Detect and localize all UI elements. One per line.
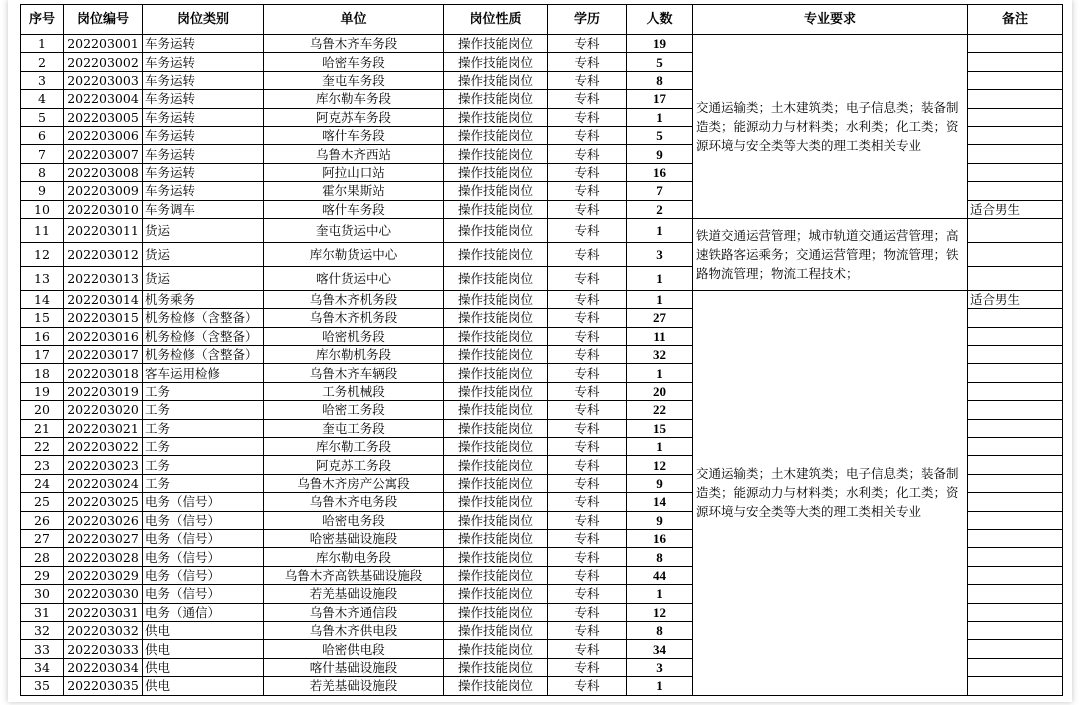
unit-name: 乌鲁木齐机务段: [264, 290, 444, 308]
post-nature: 操作技能岗位: [444, 364, 548, 382]
remark: [968, 603, 1063, 621]
remark: [968, 438, 1063, 456]
remark: [968, 182, 1063, 200]
unit-name: 奎屯车务段: [264, 71, 444, 89]
education: 专科: [548, 493, 627, 511]
row-number: 9: [21, 182, 64, 200]
post-code: 202203032: [64, 621, 143, 639]
post-category: 机务检修（含整备）: [143, 346, 264, 364]
headcount: 3: [627, 242, 693, 266]
remark: [968, 364, 1063, 382]
headcount: 1: [627, 266, 693, 290]
major-requirement: 铁道交通运营管理；城市轨道交通运营管理；高速铁路客运乘务；交通运营管理；物流管理；铁路物流管理；物流工程技术；: [693, 218, 968, 290]
post-category: 车务运转: [143, 126, 264, 144]
row-number: 23: [21, 456, 64, 474]
post-code: 202203008: [64, 163, 143, 181]
post-code: 202203025: [64, 493, 143, 511]
post-code: 202203018: [64, 364, 143, 382]
headcount: 17: [627, 90, 693, 108]
post-nature: 操作技能岗位: [444, 126, 548, 144]
row-number: 4: [21, 90, 64, 108]
row-number: 27: [21, 529, 64, 547]
row-number: 32: [21, 621, 64, 639]
unit-name: 乌鲁木齐供电段: [264, 621, 444, 639]
headcount: 32: [627, 346, 693, 364]
education: 专科: [548, 242, 627, 266]
education: 专科: [548, 90, 627, 108]
remark: [968, 401, 1063, 419]
major-requirement: 交通运输类；土木建筑类；电子信息类；装备制造类；能源动力与材料类；水利类；化工类；资源环境与安全类等大类的理工类相关专业: [693, 35, 968, 219]
major-requirement: 交通运输类；土木建筑类；电子信息类；装备制造类；能源动力与材料类；水利类；化工类；资源环境与安全类等大类的理工类相关专业: [693, 290, 968, 695]
post-category: 机务乘务: [143, 290, 264, 308]
education: 专科: [548, 438, 627, 456]
post-code: 202203020: [64, 401, 143, 419]
post-category: 车务运转: [143, 145, 264, 163]
post-nature: 操作技能岗位: [444, 493, 548, 511]
unit-name: 喀什车务段: [264, 200, 444, 218]
unit-name: 喀什货运中心: [264, 266, 444, 290]
unit-name: 阿克苏车务段: [264, 108, 444, 126]
unit-name: 若羌基础设施段: [264, 585, 444, 603]
row-number: 16: [21, 327, 64, 345]
row-number: 5: [21, 108, 64, 126]
unit-name: 哈密供电段: [264, 640, 444, 658]
remark: [968, 621, 1063, 639]
row-number: 2: [21, 53, 64, 71]
post-nature: 操作技能岗位: [444, 603, 548, 621]
post-nature: 操作技能岗位: [444, 419, 548, 437]
post-nature: 操作技能岗位: [444, 309, 548, 327]
headcount: 1: [627, 108, 693, 126]
education: 专科: [548, 640, 627, 658]
unit-name: 奎屯货运中心: [264, 218, 444, 242]
post-category: 货运: [143, 218, 264, 242]
post-nature: 操作技能岗位: [444, 266, 548, 290]
post-category: 电务（信号）: [143, 529, 264, 547]
unit-name: 乌鲁木齐西站: [264, 145, 444, 163]
post-code: 202203011: [64, 218, 143, 242]
row-number: 26: [21, 511, 64, 529]
remark: [968, 53, 1063, 71]
post-nature: 操作技能岗位: [444, 401, 548, 419]
unit-name: 奎屯工务段: [264, 419, 444, 437]
post-category: 车务运转: [143, 35, 264, 53]
headcount: 8: [627, 621, 693, 639]
post-nature: 操作技能岗位: [444, 90, 548, 108]
headcount: 15: [627, 419, 693, 437]
post-nature: 操作技能岗位: [444, 585, 548, 603]
headcount: 20: [627, 382, 693, 400]
post-category: 电务（信号）: [143, 511, 264, 529]
post-code: 202203005: [64, 108, 143, 126]
headcount: 2: [627, 200, 693, 218]
post-code: 202203013: [64, 266, 143, 290]
education: 专科: [548, 71, 627, 89]
headcount: 9: [627, 145, 693, 163]
post-code: 202203007: [64, 145, 143, 163]
post-code: 202203028: [64, 548, 143, 566]
row-number: 25: [21, 493, 64, 511]
post-nature: 操作技能岗位: [444, 566, 548, 584]
header-row: [21, 5, 1063, 35]
table-row: [21, 35, 1063, 53]
row-number: 11: [21, 218, 64, 242]
education: 专科: [548, 529, 627, 547]
header-code: 岗位编号: [64, 5, 143, 35]
post-code: 202203027: [64, 529, 143, 547]
education: 专科: [548, 419, 627, 437]
education: 专科: [548, 266, 627, 290]
unit-name: 喀什基础设施段: [264, 658, 444, 676]
remark: [968, 126, 1063, 144]
post-nature: 操作技能岗位: [444, 163, 548, 181]
unit-name: 乌鲁木齐高铁基础设施段: [264, 566, 444, 584]
education: 专科: [548, 35, 627, 53]
post-category: 车务调车: [143, 200, 264, 218]
post-code: 202203017: [64, 346, 143, 364]
remark: [968, 35, 1063, 53]
remark: 适合男生: [968, 200, 1063, 218]
post-nature: 操作技能岗位: [444, 548, 548, 566]
remark: [968, 71, 1063, 89]
headcount: 22: [627, 401, 693, 419]
post-nature: 操作技能岗位: [444, 71, 548, 89]
post-nature: 操作技能岗位: [444, 290, 548, 308]
row-number: 18: [21, 364, 64, 382]
post-nature: 操作技能岗位: [444, 327, 548, 345]
unit-name: 霍尔果斯站: [264, 182, 444, 200]
post-category: 工务: [143, 438, 264, 456]
row-number: 31: [21, 603, 64, 621]
post-code: 202203023: [64, 456, 143, 474]
row-number: 30: [21, 585, 64, 603]
remark: [968, 309, 1063, 327]
post-code: 202203031: [64, 603, 143, 621]
post-category: 供电: [143, 640, 264, 658]
unit-name: 库尔勒工务段: [264, 438, 444, 456]
post-category: 客车运用检修: [143, 364, 264, 382]
header-no: 序号: [21, 5, 64, 35]
headcount: 1: [627, 585, 693, 603]
education: 专科: [548, 108, 627, 126]
remark: [968, 163, 1063, 181]
education: 专科: [548, 511, 627, 529]
remark: [968, 90, 1063, 108]
unit-name: 乌鲁木齐车务段: [264, 35, 444, 53]
post-nature: 操作技能岗位: [444, 35, 548, 53]
education: 专科: [548, 456, 627, 474]
education: 专科: [548, 677, 627, 695]
row-number: 15: [21, 309, 64, 327]
post-nature: 操作技能岗位: [444, 640, 548, 658]
headcount: 9: [627, 511, 693, 529]
row-number: 6: [21, 126, 64, 144]
row-number: 10: [21, 200, 64, 218]
post-nature: 操作技能岗位: [444, 242, 548, 266]
education: 专科: [548, 290, 627, 308]
post-nature: 操作技能岗位: [444, 108, 548, 126]
unit-name: 若羌基础设施段: [264, 677, 444, 695]
headcount: 7: [627, 182, 693, 200]
headcount: 1: [627, 677, 693, 695]
post-category: 电务（信号）: [143, 548, 264, 566]
row-number: 1: [21, 35, 64, 53]
unit-name: 乌鲁木齐车辆段: [264, 364, 444, 382]
headcount: 27: [627, 309, 693, 327]
row-number: 13: [21, 266, 64, 290]
headcount: 1: [627, 364, 693, 382]
row-number: 24: [21, 474, 64, 492]
unit-name: 哈密车务段: [264, 53, 444, 71]
post-code: 202203006: [64, 126, 143, 144]
unit-name: 哈密机务段: [264, 327, 444, 345]
education: 专科: [548, 401, 627, 419]
post-category: 工务: [143, 456, 264, 474]
post-code: 202203016: [64, 327, 143, 345]
remark: [968, 456, 1063, 474]
post-category: 车务运转: [143, 182, 264, 200]
row-number: 33: [21, 640, 64, 658]
post-category: 供电: [143, 658, 264, 676]
headcount: 16: [627, 529, 693, 547]
unit-name: 库尔勒机务段: [264, 346, 444, 364]
post-category: 工务: [143, 382, 264, 400]
table-row: [21, 290, 1063, 308]
unit-name: 哈密基础设施段: [264, 529, 444, 547]
headcount: 12: [627, 456, 693, 474]
post-nature: 操作技能岗位: [444, 474, 548, 492]
post-category: 货运: [143, 266, 264, 290]
post-nature: 操作技能岗位: [444, 53, 548, 71]
post-nature: 操作技能岗位: [444, 456, 548, 474]
remark: [968, 640, 1063, 658]
headcount: 9: [627, 474, 693, 492]
post-code: 202203024: [64, 474, 143, 492]
post-code: 202203012: [64, 242, 143, 266]
unit-name: 工务机械段: [264, 382, 444, 400]
remark: [968, 382, 1063, 400]
education: 专科: [548, 658, 627, 676]
row-number: 35: [21, 677, 64, 695]
remark: [968, 566, 1063, 584]
header-unit: 单位: [264, 5, 444, 35]
headcount: 12: [627, 603, 693, 621]
post-code: 202203003: [64, 71, 143, 89]
education: 专科: [548, 53, 627, 71]
row-number: 34: [21, 658, 64, 676]
headcount: 8: [627, 548, 693, 566]
post-nature: 操作技能岗位: [444, 145, 548, 163]
headcount: 34: [627, 640, 693, 658]
headcount: 1: [627, 218, 693, 242]
post-category: 电务（信号）: [143, 493, 264, 511]
education: 专科: [548, 603, 627, 621]
post-nature: 操作技能岗位: [444, 346, 548, 364]
unit-name: 喀什车务段: [264, 126, 444, 144]
row-number: 14: [21, 290, 64, 308]
remark: [968, 242, 1063, 266]
post-category: 供电: [143, 621, 264, 639]
unit-name: 乌鲁木齐电务段: [264, 493, 444, 511]
row-number: 29: [21, 566, 64, 584]
remark: [968, 529, 1063, 547]
education: 专科: [548, 382, 627, 400]
headcount: 1: [627, 290, 693, 308]
education: 专科: [548, 163, 627, 181]
remark: [968, 548, 1063, 566]
header-note: 备注: [968, 5, 1063, 35]
document-frame: [8, 0, 1072, 702]
remark: [968, 585, 1063, 603]
education: 专科: [548, 126, 627, 144]
unit-name: 阿拉山口站: [264, 163, 444, 181]
remark: [968, 108, 1063, 126]
post-nature: 操作技能岗位: [444, 382, 548, 400]
unit-name: 乌鲁木齐通信段: [264, 603, 444, 621]
unit-name: 阿克苏工务段: [264, 456, 444, 474]
post-category: 车务运转: [143, 108, 264, 126]
remark: 适合男生: [968, 290, 1063, 308]
education: 专科: [548, 327, 627, 345]
headcount: 5: [627, 53, 693, 71]
post-code: 202203022: [64, 438, 143, 456]
remark: [968, 511, 1063, 529]
headcount: 11: [627, 327, 693, 345]
remark: [968, 677, 1063, 695]
remark: [968, 419, 1063, 437]
post-category: 车务运转: [143, 53, 264, 71]
post-nature: 操作技能岗位: [444, 658, 548, 676]
row-number: 21: [21, 419, 64, 437]
header-count: 人数: [627, 5, 693, 35]
post-category: 电务（信号）: [143, 585, 264, 603]
post-nature: 操作技能岗位: [444, 621, 548, 639]
row-number: 28: [21, 548, 64, 566]
remark: [968, 327, 1063, 345]
post-category: 工务: [143, 474, 264, 492]
row-number: 8: [21, 163, 64, 181]
post-code: 202203015: [64, 309, 143, 327]
post-nature: 操作技能岗位: [444, 200, 548, 218]
post-category: 车务运转: [143, 163, 264, 181]
row-number: 12: [21, 242, 64, 266]
headcount: 19: [627, 35, 693, 53]
post-code: 202203009: [64, 182, 143, 200]
row-number: 19: [21, 382, 64, 400]
post-code: 202203021: [64, 419, 143, 437]
education: 专科: [548, 200, 627, 218]
unit-name: 乌鲁木齐房产公寓段: [264, 474, 444, 492]
unit-name: 哈密工务段: [264, 401, 444, 419]
education: 专科: [548, 145, 627, 163]
headcount: 44: [627, 566, 693, 584]
row-number: 17: [21, 346, 64, 364]
remark: [968, 658, 1063, 676]
post-code: 202203001: [64, 35, 143, 53]
post-nature: 操作技能岗位: [444, 218, 548, 242]
row-number: 3: [21, 71, 64, 89]
education: 专科: [548, 566, 627, 584]
post-category: 电务（信号）: [143, 566, 264, 584]
education: 专科: [548, 364, 627, 382]
headcount: 8: [627, 71, 693, 89]
post-category: 机务检修（含整备）: [143, 327, 264, 345]
remark: [968, 266, 1063, 290]
table-body: [21, 35, 1063, 696]
table-row: [21, 218, 1063, 242]
post-category: 工务: [143, 401, 264, 419]
post-code: 202203014: [64, 290, 143, 308]
post-code: 202203030: [64, 585, 143, 603]
post-category: 供电: [143, 677, 264, 695]
education: 专科: [548, 182, 627, 200]
post-category: 车务运转: [143, 90, 264, 108]
headcount: 16: [627, 163, 693, 181]
post-nature: 操作技能岗位: [444, 511, 548, 529]
remark: [968, 218, 1063, 242]
row-number: 20: [21, 401, 64, 419]
headcount: 14: [627, 493, 693, 511]
post-code: 202203029: [64, 566, 143, 584]
post-nature: 操作技能岗位: [444, 677, 548, 695]
unit-name: 哈密电务段: [264, 511, 444, 529]
post-code: 202203002: [64, 53, 143, 71]
post-code: 202203026: [64, 511, 143, 529]
post-code: 202203010: [64, 200, 143, 218]
unit-name: 乌鲁木齐机务段: [264, 309, 444, 327]
remark: [968, 493, 1063, 511]
headcount: 3: [627, 658, 693, 676]
post-category: 电务（通信）: [143, 603, 264, 621]
header-requirement: 专业要求: [693, 5, 968, 35]
row-number: 7: [21, 145, 64, 163]
post-code: 202203019: [64, 382, 143, 400]
unit-name: 库尔勒货运中心: [264, 242, 444, 266]
post-code: 202203034: [64, 658, 143, 676]
post-code: 202203033: [64, 640, 143, 658]
unit-name: 库尔勒电务段: [264, 548, 444, 566]
post-category: 机务检修（含整备）: [143, 309, 264, 327]
unit-name: 库尔勒车务段: [264, 90, 444, 108]
header-education: 学历: [548, 5, 627, 35]
post-category: 工务: [143, 419, 264, 437]
education: 专科: [548, 309, 627, 327]
header-category: 岗位类别: [143, 5, 264, 35]
education: 专科: [548, 218, 627, 242]
post-category: 货运: [143, 242, 264, 266]
post-category: 车务运转: [143, 71, 264, 89]
header-nature: 岗位性质: [444, 5, 548, 35]
education: 专科: [548, 474, 627, 492]
row-number: 22: [21, 438, 64, 456]
post-nature: 操作技能岗位: [444, 182, 548, 200]
post-code: 202203035: [64, 677, 143, 695]
remark: [968, 474, 1063, 492]
education: 专科: [548, 621, 627, 639]
post-nature: 操作技能岗位: [444, 438, 548, 456]
education: 专科: [548, 346, 627, 364]
recruitment-table: [20, 4, 1063, 696]
headcount: 5: [627, 126, 693, 144]
remark: [968, 145, 1063, 163]
education: 专科: [548, 585, 627, 603]
headcount: 1: [627, 438, 693, 456]
remark: [968, 346, 1063, 364]
post-code: 202203004: [64, 90, 143, 108]
education: 专科: [548, 548, 627, 566]
post-nature: 操作技能岗位: [444, 529, 548, 547]
